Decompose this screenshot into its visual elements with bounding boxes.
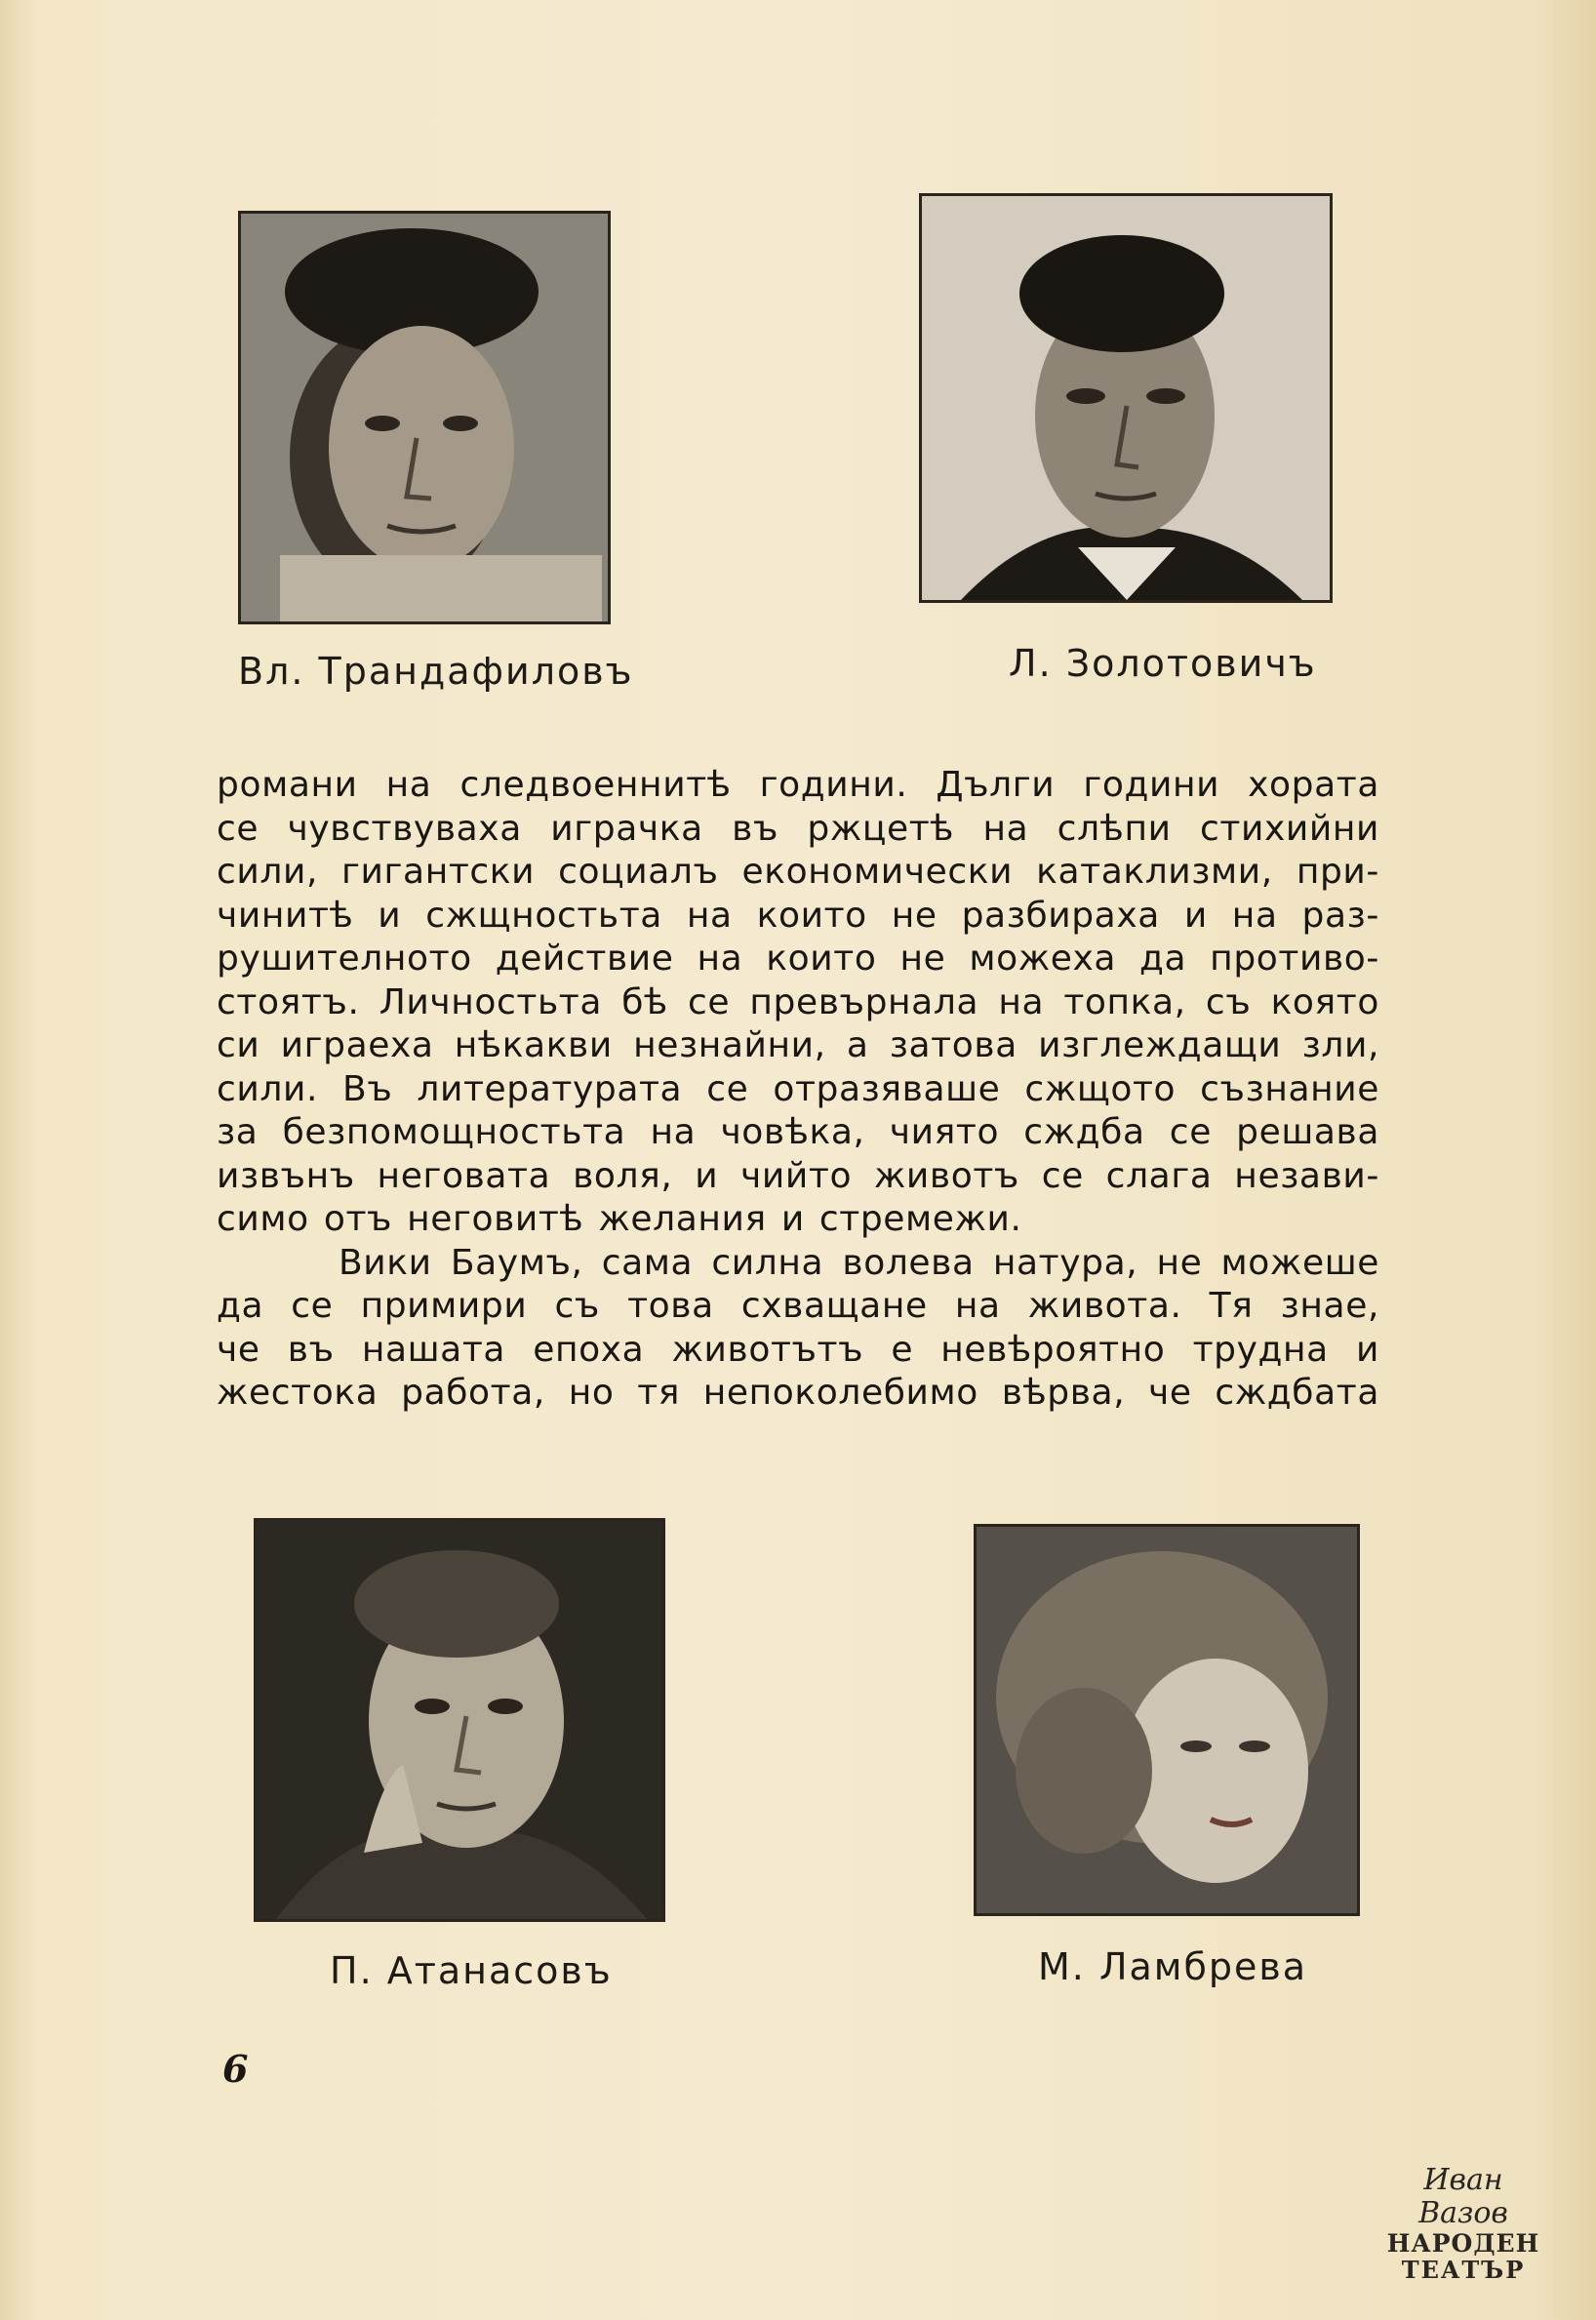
body-text: [217, 764, 1379, 1416]
text-line: романи на следвоеннитѣ години. Дълги години хората: [217, 765, 1379, 805]
text-line: Вики Баумъ, сама силна волева натура, не можеше: [339, 1242, 1379, 1283]
stamp-text-line2: ТЕАТЪР: [1401, 2256, 1526, 2284]
portrait-caption-2: Л. Золотовичъ: [1009, 642, 1317, 685]
man-portrait-image: [257, 1521, 662, 1919]
text-line: чинитѣ и сжщностьта на които не разбираха и на раз-: [217, 895, 1379, 936]
page-number: 6: [222, 2047, 249, 2091]
text-line: симо отъ неговитѣ желания и стремежи.: [217, 1199, 1022, 1239]
text-line: сили. Въ литературата се отразяваше сжщото съзнание: [217, 1068, 1379, 1109]
text-line: сили, гигантски социалъ економически катаклизми, при-: [217, 852, 1379, 892]
text-line: че въ нашата епоха животътъ е невѣроятно трудна и: [217, 1329, 1379, 1370]
stamp-text-line1: НАРОДЕН: [1386, 2229, 1540, 2258]
man-portrait-image: [241, 214, 608, 621]
text-line: рушителното действие на които не можеха да противо-: [217, 939, 1379, 979]
text-line: се чувствуваха играчка въ ржцетѣ на слѣпи стихийни: [217, 808, 1379, 849]
portrait-photo-2: [919, 193, 1333, 603]
text-line: жестока работа, но тя непоколебимо вѣрва, че сждбата: [217, 1373, 1379, 1413]
portrait-caption-1: Вл. Трандафиловъ: [238, 650, 634, 693]
text-line: извънъ неговата воля, и чийто животъ се слага незави-: [217, 1155, 1379, 1196]
text-line: да се примири съ това схващане на живота. Тя знае,: [217, 1286, 1379, 1326]
portrait-photo-1: [238, 211, 611, 624]
stamp-signature: Иван Вазов: [1418, 2163, 1508, 2230]
man-portrait-image: [922, 196, 1330, 600]
text-line: за безпомощностьта на човѣка, чиято сждба се решава: [217, 1112, 1379, 1152]
portrait-caption-3: П. Атанасовъ: [330, 1949, 613, 1992]
library-stamp: [1377, 2163, 1549, 2284]
portrait-photo-3: [254, 1518, 665, 1922]
text-line: си играеха нѣкакви незнайни, а затова изглеждащи зли,: [217, 1025, 1379, 1065]
portrait-photo-4: [974, 1524, 1360, 1916]
woman-portrait-image: [977, 1527, 1357, 1913]
text-line: стоятъ. Личностьта бѣ се превърнала на топка, съ която: [217, 981, 1379, 1022]
portrait-caption-4: М. Ламбрева: [1038, 1945, 1308, 1988]
